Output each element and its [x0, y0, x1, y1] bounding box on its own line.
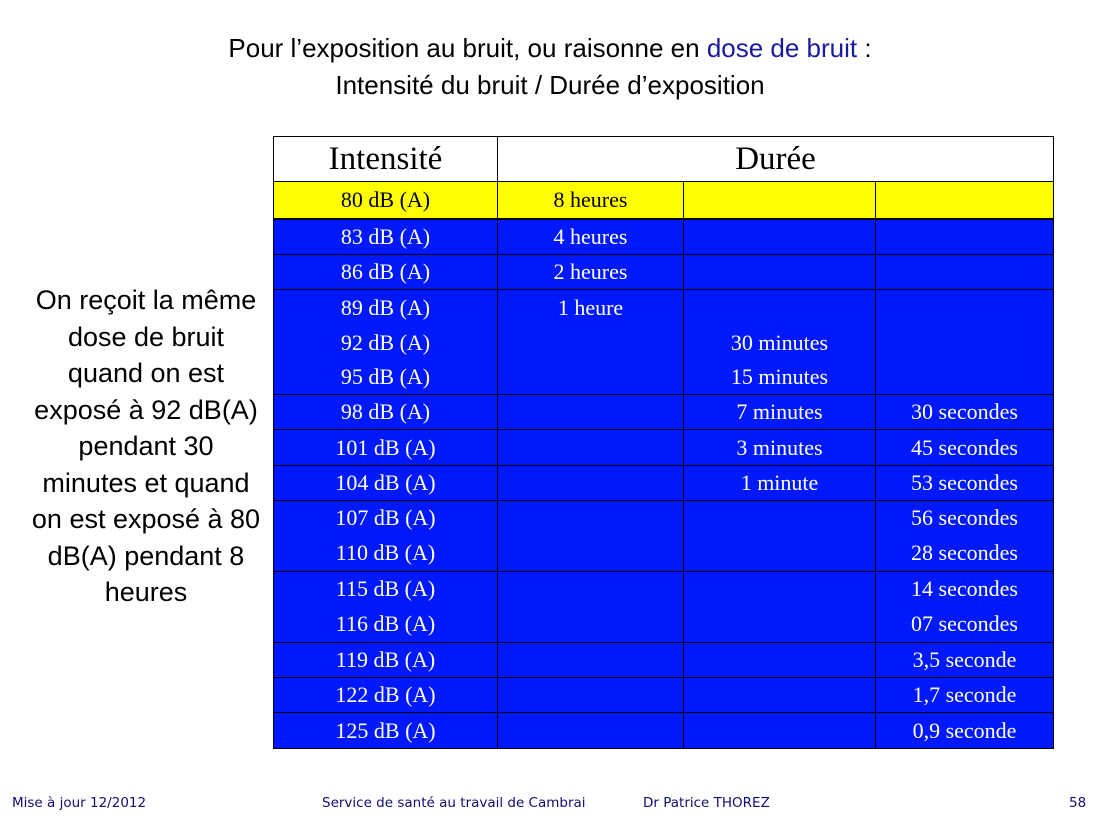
cell-duration-minutes — [684, 536, 876, 572]
table-row — [274, 219, 1054, 255]
cell-duration-minutes — [684, 713, 876, 749]
title-highlight: dose de bruit — [706, 33, 858, 63]
cell-duration-seconds: 07 secondes — [876, 607, 1054, 643]
cell-duration-minutes: 1 minute — [684, 466, 876, 501]
title-line-1 — [0, 30, 1100, 67]
table-row — [274, 430, 1054, 466]
cell-duration-minutes — [684, 501, 876, 536]
cell-duration-hours — [498, 360, 684, 395]
cell-intensity: 115 dB (A) — [274, 572, 498, 607]
cell-duration-hours: 8 heures — [498, 182, 684, 219]
cell-duration-hours — [498, 572, 684, 607]
noise-dose-table — [273, 136, 1054, 749]
cell-duration-hours — [498, 466, 684, 501]
cell-duration-hours — [498, 395, 684, 430]
cell-duration-hours — [498, 501, 684, 536]
cell-intensity: 89 dB (A) — [274, 290, 498, 326]
cell-intensity: 95 dB (A) — [274, 360, 498, 395]
cell-duration-seconds: 14 secondes — [876, 572, 1054, 607]
cell-duration-minutes — [684, 219, 876, 255]
cell-duration-minutes: 3 minutes — [684, 430, 876, 466]
cell-intensity: 116 dB (A) — [274, 607, 498, 643]
cell-duration-minutes — [684, 572, 876, 607]
cell-duration-seconds — [876, 326, 1054, 360]
footer-service: Service de santé au travail de Cambrai — [322, 795, 586, 811]
cell-duration-seconds: 56 secondes — [876, 501, 1054, 536]
cell-intensity: 86 dB (A) — [274, 255, 498, 290]
cell-intensity: 92 dB (A) — [274, 326, 498, 360]
cell-intensity: 104 dB (A) — [274, 466, 498, 501]
side-note: On reçoit la même dose de bruit quand on est exposé à 92 dB(A) pendant 30 minutes et quand on est exposé à 80 dB(A) pendant 8 heures — [31, 285, 261, 607]
cell-duration-minutes — [684, 643, 876, 678]
cell-duration-minutes: 7 minutes — [684, 395, 876, 430]
table-row — [274, 643, 1054, 678]
cell-intensity: 107 dB (A) — [274, 501, 498, 536]
table-row — [274, 536, 1054, 572]
cell-duration-seconds: 28 secondes — [876, 536, 1054, 572]
table-row — [274, 255, 1054, 290]
table-header-row — [274, 137, 1054, 182]
cell-duration-minutes — [684, 255, 876, 290]
cell-duration-hours: 2 heures — [498, 255, 684, 290]
cell-intensity: 83 dB (A) — [274, 219, 498, 255]
table-row — [274, 572, 1054, 607]
cell-duration-hours — [498, 643, 684, 678]
cell-intensity: 98 dB (A) — [274, 395, 498, 430]
cell-duration-seconds: 53 secondes — [876, 466, 1054, 501]
header-duration: Durée — [498, 137, 1054, 182]
cell-intensity: 122 dB (A) — [274, 678, 498, 713]
title-line-1-prefix: Pour l’exposition au bruit, ou raisonne en — [228, 33, 707, 63]
footer-update-date: Mise à jour 12/2012 — [12, 795, 147, 811]
cell-duration-seconds — [876, 182, 1054, 219]
table-row — [274, 182, 1054, 219]
cell-duration-minutes: 15 minutes — [684, 360, 876, 395]
cell-duration-hours — [498, 326, 684, 360]
cell-duration-minutes — [684, 678, 876, 713]
cell-duration-hours — [498, 678, 684, 713]
cell-duration-seconds — [876, 290, 1054, 326]
header-intensity: Intensité — [274, 137, 498, 182]
cell-duration-seconds: 0,9 seconde — [876, 713, 1054, 749]
cell-intensity: 125 dB (A) — [274, 713, 498, 749]
table-row — [274, 395, 1054, 430]
cell-duration-hours — [498, 430, 684, 466]
cell-duration-seconds: 1,7 seconde — [876, 678, 1054, 713]
cell-duration-seconds: 3,5 seconde — [876, 643, 1054, 678]
cell-duration-minutes — [684, 607, 876, 643]
slide-title — [0, 30, 1100, 104]
cell-duration-hours — [498, 536, 684, 572]
cell-duration-hours: 4 heures — [498, 219, 684, 255]
title-line-1-suffix: : — [857, 33, 872, 63]
cell-duration-seconds — [876, 360, 1054, 395]
cell-duration-hours: 1 heure — [498, 290, 684, 326]
footer-page-number: 58 — [1069, 795, 1087, 811]
cell-duration-seconds: 30 secondes — [876, 395, 1054, 430]
cell-intensity: 119 dB (A) — [274, 643, 498, 678]
cell-intensity: 80 dB (A) — [274, 182, 498, 219]
cell-duration-seconds — [876, 219, 1054, 255]
cell-duration-seconds: 45 secondes — [876, 430, 1054, 466]
title-line-2: Intensité du bruit / Durée d’exposition — [335, 70, 765, 100]
table-row — [274, 607, 1054, 643]
table-row — [274, 326, 1054, 360]
table-row — [274, 501, 1054, 536]
table-row — [274, 360, 1054, 395]
table-row — [274, 466, 1054, 501]
cell-duration-hours — [498, 713, 684, 749]
footer-author: Dr Patrice THOREZ — [643, 795, 770, 811]
cell-duration-minutes: 30 minutes — [684, 326, 876, 360]
cell-duration-seconds — [876, 255, 1054, 290]
cell-duration-minutes — [684, 290, 876, 326]
cell-duration-hours — [498, 607, 684, 643]
table-row — [274, 290, 1054, 326]
table-row — [274, 713, 1054, 749]
cell-intensity: 110 dB (A) — [274, 536, 498, 572]
table-body — [274, 182, 1054, 749]
cell-intensity: 101 dB (A) — [274, 430, 498, 466]
cell-duration-minutes — [684, 182, 876, 219]
table-row — [274, 678, 1054, 713]
